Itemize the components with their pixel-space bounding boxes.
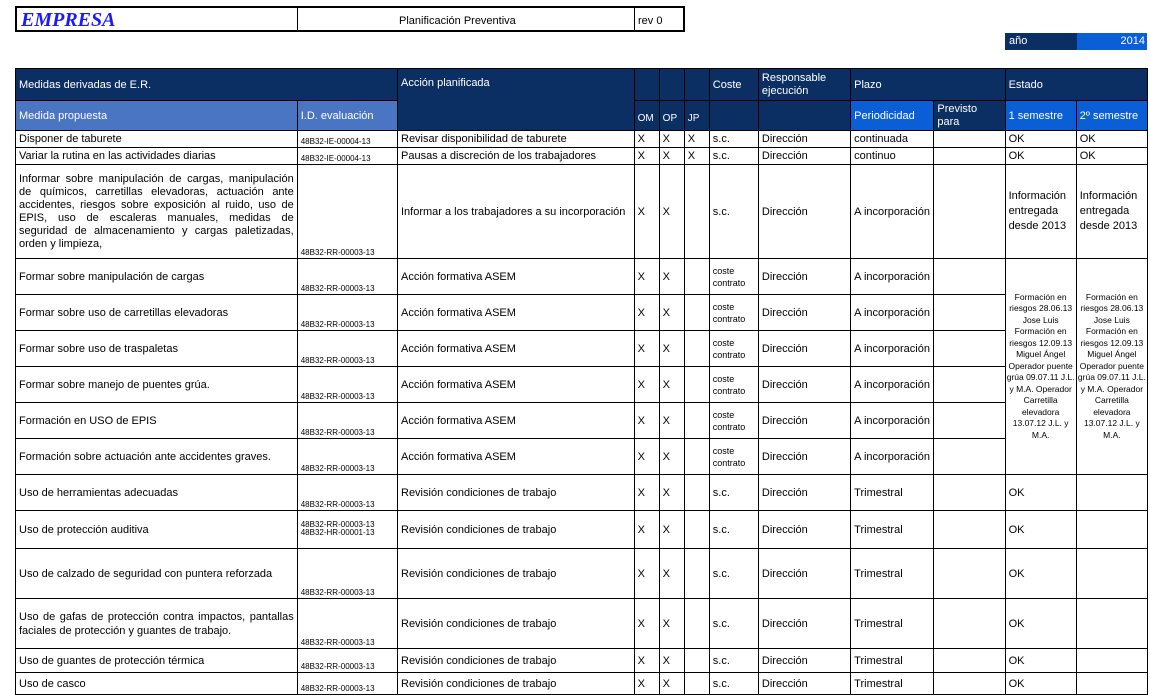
jp-cell	[684, 439, 709, 475]
responsible-cell: Dirección	[758, 549, 850, 599]
cost-cell: s.c.	[709, 475, 758, 511]
om-cell: X	[634, 148, 659, 165]
jp-cell	[684, 649, 709, 673]
action-cell: Acción formativa ASEM	[398, 259, 635, 295]
op-cell: X	[659, 511, 684, 549]
cost-cell: coste contrato	[709, 331, 758, 367]
measure-cell: Uso de protección auditiva	[16, 511, 298, 549]
year-value: 2014	[1077, 33, 1147, 50]
cost-cell: coste contrato	[709, 439, 758, 475]
action-cell: Acción formativa ASEM	[398, 367, 635, 403]
sem2-cell	[1076, 549, 1147, 599]
op-cell: X	[659, 549, 684, 599]
eval-id-primary: 48B32-RR-00003-13	[300, 520, 375, 529]
planned-cell	[934, 549, 1005, 599]
op-cell: X	[659, 148, 684, 165]
op-cell: X	[659, 403, 684, 439]
responsible-cell: Dirección	[758, 439, 850, 475]
table-row	[16, 439, 1148, 475]
measure-cell: Formar sobre uso de carretillas elevadoras	[16, 295, 298, 331]
jp-cell	[684, 331, 709, 367]
periodicity-cell: A incorporación	[851, 367, 934, 403]
document-title: Planificación Preventiva	[399, 15, 516, 27]
measure-cell: Formación en USO de EPIS	[16, 403, 298, 439]
action-cell: Revisión condiciones de trabajo	[398, 475, 635, 511]
jp-cell	[684, 599, 709, 649]
cost-cell: s.c.	[709, 599, 758, 649]
sem1-cell: OK	[1005, 599, 1076, 649]
om-cell: X	[634, 331, 659, 367]
cost-cell: s.c.	[709, 131, 758, 148]
header-eval-id: I.D. evaluación	[297, 101, 397, 131]
om-cell: X	[634, 511, 659, 549]
sem2-cell	[1076, 673, 1147, 695]
cost-cell: coste contrato	[709, 259, 758, 295]
action-cell: Acción formativa ASEM	[398, 295, 635, 331]
planned-cell	[934, 599, 1005, 649]
cost-cell: s.c.	[709, 511, 758, 549]
action-cell: Informar a los trabajadores a su incorporación	[398, 165, 635, 259]
header-responsible: Responsable ejecución	[758, 69, 850, 101]
header-deadline: Plazo	[851, 69, 1005, 101]
measure-cell: Formar sobre manejo de puentes grúa.	[16, 367, 298, 403]
eval-id-secondary: 48B32-HR-00001-13	[300, 528, 375, 537]
jp-cell: X	[684, 131, 709, 148]
op-cell: X	[659, 649, 684, 673]
periodicity-cell: continuo	[851, 148, 934, 165]
table-row	[16, 295, 1148, 331]
action-cell: Pausas a discreción de los trabajadores	[398, 148, 635, 165]
jp-cell	[684, 403, 709, 439]
action-cell: Revisión condiciones de trabajo	[398, 511, 635, 549]
responsible-cell: Dirección	[758, 599, 850, 649]
op-cell: X	[659, 131, 684, 148]
periodicity-cell: A incorporación	[851, 295, 934, 331]
periodicity-cell: Trimestral	[851, 475, 934, 511]
periodicity-cell: Trimestral	[851, 649, 934, 673]
header-om: OM	[634, 101, 659, 131]
planned-cell	[934, 439, 1005, 475]
om-cell: X	[634, 673, 659, 695]
op-cell: X	[659, 259, 684, 295]
responsible-cell: Dirección	[758, 649, 850, 673]
jp-cell	[684, 475, 709, 511]
cost-cell: s.c.	[709, 148, 758, 165]
header-planned: Previsto para	[934, 101, 1005, 131]
header-sem1: 1 semestre	[1005, 101, 1076, 131]
measure-cell: Uso de gafas de protección contra impactos, pantallas faciales de protección y guantes de trabajo.	[16, 599, 298, 649]
measure-cell: Uso de calzado de seguridad con puntera reforzada	[16, 549, 298, 599]
eval-id-cell: 48B32-IE-00004-13	[297, 148, 397, 165]
responsible-cell: Dirección	[758, 165, 850, 259]
table-row	[16, 549, 1148, 599]
table-row	[16, 475, 1148, 511]
action-cell: Revisión condiciones de trabajo	[398, 549, 635, 599]
header-jp: JP	[684, 101, 709, 131]
om-cell: X	[634, 549, 659, 599]
cost-cell: coste contrato	[709, 403, 758, 439]
responsible-cell: Dirección	[758, 673, 850, 695]
table-row	[16, 599, 1148, 649]
responsible-cell: Dirección	[758, 511, 850, 549]
om-cell: X	[634, 649, 659, 673]
measure-cell: Uso de casco	[16, 673, 298, 695]
table-row	[16, 673, 1148, 695]
responsible-cell: Dirección	[758, 148, 850, 165]
measure-cell: Formar sobre manipulación de cargas	[16, 259, 298, 295]
sem1-cell: OK	[1005, 673, 1076, 695]
header-periodicity: Periodicidad	[851, 101, 934, 131]
header-measures-group: Medidas derivadas de E.R.	[16, 69, 398, 101]
om-cell: X	[634, 403, 659, 439]
om-cell: X	[634, 295, 659, 331]
sem1-cell: OK	[1005, 148, 1076, 165]
periodicity-cell: A incorporación	[851, 331, 934, 367]
eval-id-cell: 48B32-RR-00003-13	[297, 367, 397, 403]
measure-cell: Disponer de taburete	[16, 131, 298, 148]
om-cell: X	[634, 475, 659, 511]
sem1-cell: OK	[1005, 511, 1076, 549]
jp-cell	[684, 511, 709, 549]
eval-id-cell: 48B32-RR-00003-13	[297, 403, 397, 439]
eval-id-cell: 48B32-RR-00003-13	[297, 673, 397, 695]
periodicity-cell: Trimestral	[851, 599, 934, 649]
company-name: EMPRESA	[21, 9, 116, 31]
jp-cell: X	[684, 148, 709, 165]
table-row	[16, 259, 1148, 295]
planned-cell	[934, 403, 1005, 439]
om-cell: X	[634, 439, 659, 475]
op-cell: X	[659, 367, 684, 403]
sem2-cell: Información entregada desde 2013	[1076, 165, 1147, 259]
om-cell: X	[634, 131, 659, 148]
sem1-cell: OK	[1005, 131, 1076, 148]
table-row	[16, 165, 1148, 259]
planned-cell	[934, 649, 1005, 673]
cost-cell: s.c.	[709, 549, 758, 599]
action-cell: Revisión condiciones de trabajo	[398, 649, 635, 673]
sem2-cell: OK	[1076, 131, 1147, 148]
periodicity-cell: Trimestral	[851, 549, 934, 599]
responsible-cell: Dirección	[758, 475, 850, 511]
om-cell: X	[634, 259, 659, 295]
planning-table	[15, 68, 1148, 695]
action-cell: Revisar disponibilidad de taburete	[398, 131, 635, 148]
sem2-cell	[1076, 475, 1147, 511]
action-cell: Acción formativa ASEM	[398, 439, 635, 475]
op-cell: X	[659, 599, 684, 649]
measure-cell: Uso de herramientas adecuadas	[16, 475, 298, 511]
header-measure: Medida propuesta	[16, 101, 298, 131]
planned-cell	[934, 259, 1005, 295]
eval-id-cell	[297, 511, 397, 549]
sem1-cell: OK	[1005, 649, 1076, 673]
action-cell: Acción formativa ASEM	[398, 403, 635, 439]
table-row	[16, 331, 1148, 367]
table-row	[16, 511, 1148, 549]
om-cell: X	[634, 165, 659, 259]
year-label: año	[1005, 33, 1077, 50]
om-cell: X	[634, 599, 659, 649]
planned-cell	[934, 475, 1005, 511]
planned-cell	[934, 367, 1005, 403]
sem2-cell	[1076, 511, 1147, 549]
action-cell: Acción formativa ASEM	[398, 331, 635, 367]
planned-cell	[934, 511, 1005, 549]
periodicity-cell: continuada	[851, 131, 934, 148]
jp-cell	[684, 367, 709, 403]
responsible-cell: Dirección	[758, 367, 850, 403]
eval-id-cell: 48B32-RR-00003-13	[297, 259, 397, 295]
eval-id-cell: 48B32-RR-00003-13	[297, 331, 397, 367]
jp-cell	[684, 259, 709, 295]
cost-cell: coste contrato	[709, 367, 758, 403]
planned-cell	[934, 131, 1005, 148]
header-action: Acción planificada	[398, 69, 635, 131]
sem1-cell: OK	[1005, 549, 1076, 599]
jp-cell	[684, 673, 709, 695]
measure-cell: Formar sobre uso de traspaletas	[16, 331, 298, 367]
sem2-cell	[1076, 649, 1147, 673]
eval-id-cell: 48B32-RR-00003-13	[297, 549, 397, 599]
sem2-cell	[1076, 599, 1147, 649]
header-op: OP	[659, 101, 684, 131]
responsible-cell: Dirección	[758, 131, 850, 148]
sem1-cell: OK	[1005, 475, 1076, 511]
eval-id-cell: 48B32-RR-00003-13	[297, 599, 397, 649]
action-cell: Revisión condiciones de trabajo	[398, 599, 635, 649]
eval-id-cell: 48B32-RR-00003-13	[297, 165, 397, 259]
op-cell: X	[659, 165, 684, 259]
planned-cell	[934, 148, 1005, 165]
eval-id-cell: 48B32-RR-00003-13	[297, 439, 397, 475]
cost-cell: coste contrato	[709, 295, 758, 331]
eval-id-cell: 48B32-RR-00003-13	[297, 649, 397, 673]
eval-id-cell: 48B32-RR-00003-13	[297, 475, 397, 511]
table-row	[16, 649, 1148, 673]
table-row	[16, 403, 1148, 439]
table-row	[16, 131, 1148, 148]
op-cell: X	[659, 475, 684, 511]
jp-cell	[684, 295, 709, 331]
eval-id-cell: 48B32-IE-00004-13	[297, 131, 397, 148]
op-cell: X	[659, 295, 684, 331]
op-cell: X	[659, 673, 684, 695]
jp-cell	[684, 549, 709, 599]
periodicity-cell: Trimestral	[851, 673, 934, 695]
periodicity-cell: A incorporación	[851, 403, 934, 439]
measure-cell: Uso de guantes de protección térmica	[16, 649, 298, 673]
table-row	[16, 148, 1148, 165]
om-cell: X	[634, 367, 659, 403]
cost-cell: s.c.	[709, 165, 758, 259]
header-cost: Coste	[709, 69, 758, 101]
responsible-cell: Dirección	[758, 295, 850, 331]
action-cell: Revisión condiciones de trabajo	[398, 673, 635, 695]
op-cell: X	[659, 331, 684, 367]
planned-cell	[934, 331, 1005, 367]
planned-cell	[934, 673, 1005, 695]
measure-cell: Informar sobre manipulación de cargas, manipulación de químicos, carretillas elevadoras, actuación ante accidentes, riesgos sobre exposición al ruido, uso de EPIS, uso de escaleras manuales, medidas de seguridad de almacenamiento y cargas paletizadas, orden y limpieza,	[16, 165, 298, 259]
planned-cell	[934, 165, 1005, 259]
periodicity-cell: A incorporación	[851, 165, 934, 259]
jp-cell	[684, 165, 709, 259]
planned-cell	[934, 295, 1005, 331]
responsible-cell: Dirección	[758, 403, 850, 439]
training-status-sem1: Formación en riesgos 28.06.13 Jose Luis Formación en riesgos 12.09.13 Miguel Ángel Operador puente grúa 09.07.11 J.L. y M.A. Operador Carretilla elevadora 13.07.12 J.L. y M.A.	[1005, 259, 1076, 475]
sem1-cell: Información entregada desde 2013	[1005, 165, 1076, 259]
periodicity-cell: A incorporación	[851, 439, 934, 475]
responsible-cell: Dirección	[758, 259, 850, 295]
periodicity-cell: Trimestral	[851, 511, 934, 549]
year-box	[1005, 33, 1147, 50]
training-status-sem2: Formación en riesgos 28.06.13 Jose Luis Formación en riesgos 12.09.13 Miguel Ángel Operador puente grúa 09.07.11 J.L. y M.A. Operador Carretilla elevadora 13.07.12 J.L. y M.A.	[1076, 259, 1147, 475]
measure-cell: Variar la rutina en las actividades diarias	[16, 148, 298, 165]
header-sem2: 2º semestre	[1076, 101, 1147, 131]
header-status: Estado	[1005, 69, 1147, 101]
measure-cell: Formación sobre actuación ante accidentes graves.	[16, 439, 298, 475]
op-cell: X	[659, 439, 684, 475]
periodicity-cell: A incorporación	[851, 259, 934, 295]
table-row	[16, 367, 1148, 403]
sem2-cell: OK	[1076, 148, 1147, 165]
cost-cell: s.c.	[709, 649, 758, 673]
revision-label: rev 0	[638, 15, 663, 27]
cost-cell: s.c.	[709, 673, 758, 695]
responsible-cell: Dirección	[758, 331, 850, 367]
eval-id-cell: 48B32-RR-00003-13	[297, 295, 397, 331]
document-header	[15, 6, 685, 32]
